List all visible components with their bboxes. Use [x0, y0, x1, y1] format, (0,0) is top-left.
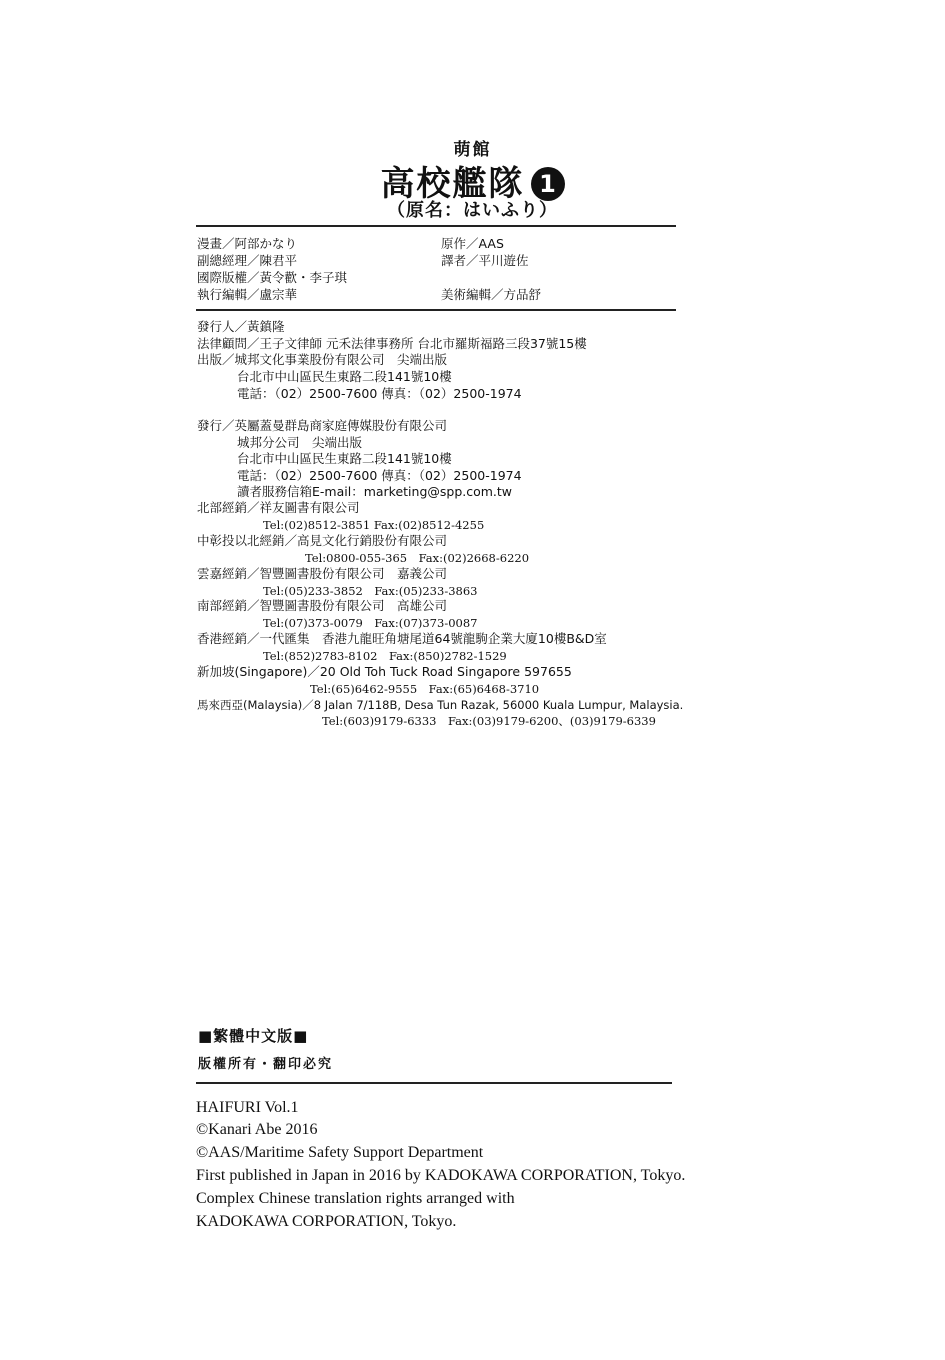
staff-editor: 執行編輯／盧宗華: [197, 287, 298, 302]
reader-service-email: 讀者服務信箱E-mail：marketing@spp.com.tw: [237, 484, 513, 499]
central-distributor: 中彰投以北經銷／高見文化行銷股份有限公司: [197, 533, 448, 548]
staff-translator: 譯者／平川遊佐: [441, 253, 529, 268]
staff-original: 原作／AAS: [441, 236, 504, 251]
north-distributor-contact: Tel:(02)8512-3851 Fax:(02)8512-4255: [263, 518, 485, 532]
copyright-line: First published in Japan in 2016 by KADOKAWA CORPORATION, Tokyo.: [196, 1167, 686, 1184]
issuer: 發行人／黃鎮隆: [197, 319, 285, 334]
north-distributor: 北部經銷／祥友圖書有限公司: [197, 500, 360, 515]
distributor-phone: 電話：（02）2500-7600 傳真：（02）2500-1974: [237, 468, 522, 483]
copyright-line: KADOKAWA CORPORATION, Tokyo.: [196, 1213, 457, 1230]
malaysia-distributor: 馬來西亞(Malaysia)／8 Jalan 7/118B, Desa Tun Razak, 56000 Kuala Lumpur, Malaysia.: [197, 698, 684, 712]
distributor-address: 台北市中山區民生東路二段141號10樓: [237, 451, 452, 466]
staff-art-editor: 美術編輯／方品舒: [441, 287, 542, 302]
copyright-line: ©Kanari Abe 2016: [196, 1121, 318, 1138]
south-distributor-contact: Tel:(07)373-0079 Fax:(07)373-0087: [263, 616, 478, 630]
hongkong-distributor: 香港經銷／一代匯集 香港九龍旺角塘尾道64號龍駒企業大廈10樓B&D室: [197, 631, 607, 646]
hongkong-distributor-contact: Tel:(852)2783-8102 Fax:(850)2782-1529: [263, 649, 507, 663]
malaysia-distributor-contact: Tel:(603)9179-6333 Fax:(03)9179-6200、(03)9179-6339: [322, 714, 656, 728]
copyright-line: ©AAS/Maritime Safety Support Department: [196, 1144, 484, 1161]
chiayi-distributor-contact: Tel:(05)233-3852 Fax:(05)233-3863: [263, 584, 478, 598]
publisher: 出版／城邦文化事業股份有限公司 尖端出版: [197, 352, 448, 367]
south-distributor: 南部經銷／智豐圖書股份有限公司 高雄公司: [197, 598, 448, 613]
singapore-distributor: 新加坡(Singapore)／20 Old Toh Tuck Road Singapore 597655: [197, 664, 572, 679]
divider-middle: [196, 309, 676, 311]
edition-label: ■繁體中文版■: [198, 1027, 309, 1045]
imprint-name: 萌館: [453, 140, 492, 160]
copyright-line: HAIFURI Vol.1: [196, 1099, 299, 1116]
central-distributor-contact: Tel:0800-055-365 Fax:(02)2668-6220: [305, 551, 530, 565]
staff-rights: 國際版權／黃令歡・李子琪: [197, 270, 348, 285]
distributor: 發行／英屬蓋曼群島商家庭傳媒股份有限公司: [197, 418, 448, 433]
book-title-text: 高校艦隊: [380, 164, 525, 204]
divider-top: [196, 225, 676, 227]
divider-bottom: [196, 1082, 672, 1084]
volume-number: 1: [531, 167, 565, 201]
chiayi-distributor: 雲嘉經銷／智豐圖書股份有限公司 嘉義公司: [197, 566, 448, 581]
staff-manga: 漫畫／阿部かなり: [197, 236, 298, 251]
staff-deputy-gm: 副總經理／陳君平: [197, 253, 298, 268]
singapore-distributor-contact: Tel:(65)6462-9555 Fax:(65)6468-3710: [310, 682, 540, 696]
original-title: （原名：はいふり）: [387, 200, 558, 221]
publisher-address: 台北市中山區民生東路二段141號10樓: [237, 369, 452, 384]
copyright-line: Complex Chinese translation rights arranged with: [196, 1190, 515, 1207]
legal-advisor: 法律顧問／王子文律師 元禾法律事務所 台北市羅斯福路三段37號15樓: [197, 336, 587, 351]
publisher-phone: 電話：（02）2500-7600 傳真：（02）2500-1974: [237, 386, 522, 401]
rights-reserved: 版權所有・翻印必究: [198, 1057, 334, 1072]
distributor-branch: 城邦分公司 尖端出版: [237, 435, 363, 450]
